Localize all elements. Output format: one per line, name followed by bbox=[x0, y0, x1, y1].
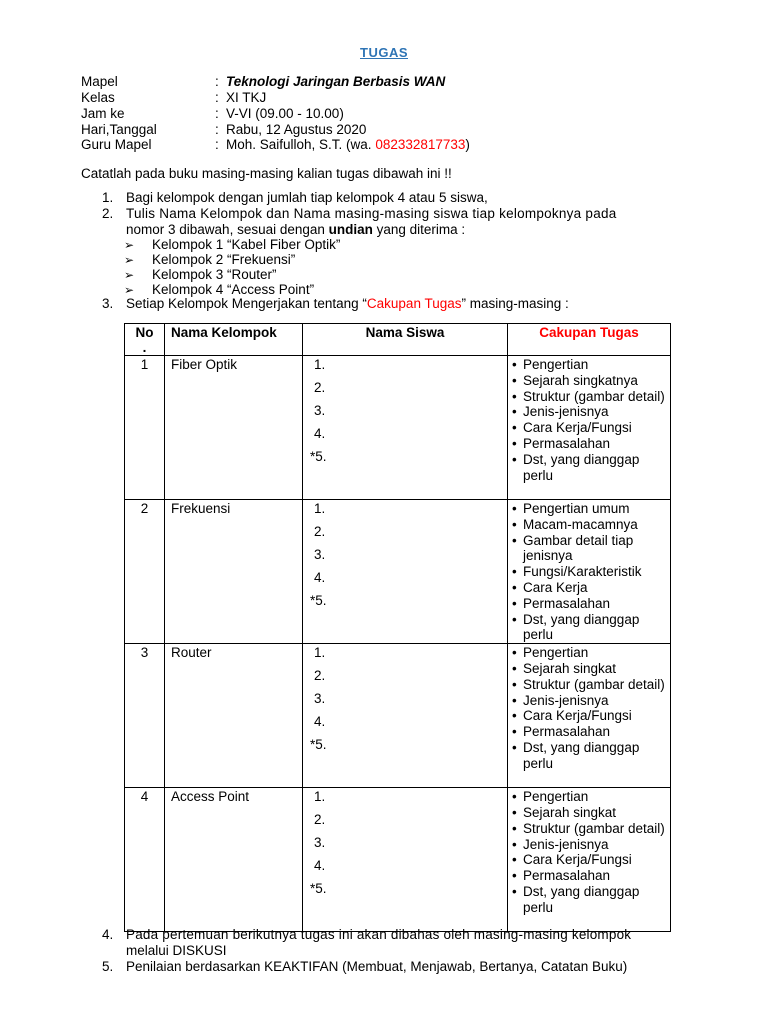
arrow-bullet-icon: ➢ bbox=[124, 283, 135, 297]
item-text-line2 bbox=[126, 222, 687, 238]
arrow-bullet-icon: ➢ bbox=[124, 268, 135, 282]
row-siswa bbox=[303, 644, 508, 788]
header-label: Mapel bbox=[81, 74, 118, 89]
row-siswa bbox=[303, 356, 508, 500]
cakupan-item: • Cara Kerja/Fungsi bbox=[512, 420, 666, 436]
siswa-slot: *5. bbox=[310, 593, 327, 608]
siswa-slot: 1. bbox=[314, 357, 326, 372]
task-item-1 bbox=[102, 190, 687, 206]
item-text-bold: undian bbox=[328, 222, 373, 237]
header-separator: : bbox=[215, 74, 219, 89]
header-value-jam: V-VI (09.00 - 10.00) bbox=[226, 106, 344, 121]
task-item-5 bbox=[102, 959, 687, 975]
arrow-bullet-icon: ➢ bbox=[124, 238, 135, 252]
row-group-name: Router bbox=[165, 644, 303, 788]
item-text-line1: Tulis Nama Kelompok dan Nama masing-masing siswa tiap kelompoknya pada bbox=[126, 206, 617, 221]
table-row bbox=[125, 500, 671, 644]
cakupan-item: • Dst, yang dianggap perlu bbox=[512, 612, 666, 644]
siswa-slot: 3. bbox=[314, 547, 326, 562]
header-value-tanggal: Rabu, 12 Agustus 2020 bbox=[226, 122, 367, 137]
siswa-slot: 1. bbox=[314, 501, 326, 516]
header-separator: : bbox=[215, 137, 219, 152]
cakupan-item: • Cara Kerja/Fungsi bbox=[512, 852, 666, 868]
item-number: 3. bbox=[102, 296, 114, 311]
item-number: 4. bbox=[102, 927, 114, 942]
arrow-bullet-icon: ➢ bbox=[124, 253, 135, 267]
header-no-dot: . bbox=[142, 340, 147, 355]
cakupan-item: • Dst, yang dianggap perlu bbox=[512, 884, 666, 916]
siswa-slot: 4. bbox=[314, 570, 326, 585]
guru-name: Moh. Saifulloh, S.T. (wa. bbox=[226, 137, 376, 152]
task-item-4 bbox=[102, 927, 687, 959]
table-row bbox=[125, 356, 671, 500]
header-label: Hari,Tanggal bbox=[81, 122, 157, 137]
row-cakupan bbox=[508, 500, 671, 644]
column-header-cakupan: Cakupan Tugas bbox=[508, 324, 671, 356]
column-header-nama-kelompok: Nama Kelompok bbox=[165, 324, 303, 356]
cakupan-list bbox=[508, 501, 666, 643]
column-header-no bbox=[125, 324, 165, 356]
cakupan-item: • Pengertian umum bbox=[512, 501, 666, 517]
header-value-guru bbox=[226, 137, 470, 153]
intro-text: Catatlah pada buku masing-masing kalian tugas dibawah ini !! bbox=[81, 166, 452, 181]
header-value-mapel: Teknologi Jaringan Berbasis WAN bbox=[226, 74, 446, 89]
item-number: 2. bbox=[102, 206, 114, 221]
item-text-post: ” masing-masing : bbox=[461, 296, 569, 311]
cakupan-item: • Struktur (gambar detail) bbox=[512, 821, 666, 837]
task-item-2 bbox=[102, 206, 687, 238]
item-text-post: yang diterima : bbox=[372, 222, 466, 237]
guru-phone: 082332817733 bbox=[375, 137, 466, 152]
siswa-slot: 1. bbox=[314, 789, 326, 805]
siswa-slot: 3. bbox=[314, 835, 326, 851]
header-label: Kelas bbox=[81, 90, 115, 105]
header-separator: : bbox=[215, 122, 219, 137]
cakupan-item: • Dst, yang dianggap perlu bbox=[512, 740, 666, 772]
column-header-nama-siswa: Nama Siswa bbox=[303, 324, 508, 356]
document-title: TUGAS bbox=[360, 45, 408, 60]
header-label: Guru Mapel bbox=[81, 137, 152, 152]
cakupan-list bbox=[508, 789, 666, 915]
table-header-row bbox=[125, 324, 671, 356]
cakupan-item: • Gambar detail tiap jenisnya bbox=[512, 533, 666, 565]
kelompok-label: Kelompok 2 “Frekuensi” bbox=[152, 252, 296, 267]
cakupan-item: • Pengertian bbox=[512, 357, 666, 373]
cakupan-item: • Jenis-jenisnya bbox=[512, 404, 666, 420]
cakupan-item: • Sejarah singkat bbox=[512, 805, 666, 821]
row-cakupan bbox=[508, 644, 671, 788]
siswa-slot: *5. bbox=[310, 737, 327, 753]
row-group-name: Frekuensi bbox=[165, 500, 303, 644]
siswa-slot: 1. bbox=[314, 645, 326, 661]
cakupan-item: • Pengertian bbox=[512, 789, 666, 805]
cakupan-item: • Fungsi/Karakteristik bbox=[512, 564, 666, 580]
cakupan-item: • Permasalahan bbox=[512, 596, 666, 612]
cakupan-item: • Jenis-jenisnya bbox=[512, 837, 666, 853]
header-label: Jam ke bbox=[81, 106, 125, 121]
kelompok-label: Kelompok 1 “Kabel Fiber Optik” bbox=[152, 237, 341, 252]
siswa-slot: 2. bbox=[314, 812, 326, 828]
row-cakupan bbox=[508, 788, 671, 932]
siswa-slot: 4. bbox=[314, 714, 326, 730]
siswa-slot: 3. bbox=[314, 403, 326, 418]
siswa-slot: 2. bbox=[314, 380, 326, 395]
header-no-text: No bbox=[135, 325, 154, 340]
table-row bbox=[125, 644, 671, 788]
siswa-slot: 3. bbox=[314, 691, 326, 707]
row-siswa bbox=[303, 788, 508, 932]
cakupan-item: • Cara Kerja bbox=[512, 580, 666, 596]
item-text-line1: Pada pertemuan berikutnya tugas ini akan dibahas oleh masing-masing kelompok bbox=[126, 927, 632, 942]
siswa-slot: *5. bbox=[310, 881, 327, 897]
row-no: 2 bbox=[125, 500, 165, 644]
header-separator: : bbox=[215, 90, 219, 105]
item-text-pre: Setiap Kelompok Mengerjakan tentang “ bbox=[126, 296, 367, 311]
siswa-slot: 4. bbox=[314, 858, 326, 874]
row-group-name: Fiber Optik bbox=[165, 356, 303, 500]
task-table bbox=[124, 323, 671, 932]
item-text: Bagi kelompok dengan jumlah tiap kelompok 4 atau 5 siswa, bbox=[126, 190, 488, 205]
kelompok-label: Kelompok 4 “Access Point” bbox=[152, 282, 315, 297]
header-value-kelas: XI TKJ bbox=[226, 90, 267, 105]
kelompok-label: Kelompok 3 “Router” bbox=[152, 267, 277, 282]
row-no: 1 bbox=[125, 356, 165, 500]
cakupan-item: • Struktur (gambar detail) bbox=[512, 389, 666, 405]
cakupan-item: • Struktur (gambar detail) bbox=[512, 677, 666, 693]
item-text-pre: nomor 3 dibawah, sesuai dengan bbox=[126, 222, 329, 237]
cakupan-item: • Jenis-jenisnya bbox=[512, 693, 666, 709]
row-group-name: Access Point bbox=[165, 788, 303, 932]
table-row bbox=[125, 788, 671, 932]
cakupan-item: • Pengertian bbox=[512, 645, 666, 661]
item-text-highlight: Cakupan Tugas bbox=[366, 296, 462, 311]
cakupan-item: • Sejarah singkat bbox=[512, 661, 666, 677]
cakupan-list bbox=[508, 645, 666, 771]
header-separator: : bbox=[215, 106, 219, 121]
item-text-line2: melalui DISKUSI bbox=[126, 943, 227, 958]
siswa-slot: 2. bbox=[314, 524, 326, 539]
item-number: 1. bbox=[102, 190, 114, 205]
cakupan-item: • Cara Kerja/Fungsi bbox=[512, 708, 666, 724]
cakupan-item: • Permasalahan bbox=[512, 868, 666, 884]
cakupan-list bbox=[508, 357, 666, 483]
item-text: Penilaian berdasarkan KEAKTIFAN (Membuat, Menjawab, Bertanya, Catatan Buku) bbox=[126, 959, 628, 974]
siswa-slot: 4. bbox=[314, 426, 326, 441]
item-text bbox=[126, 296, 687, 312]
cakupan-item: • Macam-macamnya bbox=[512, 517, 666, 533]
cakupan-item: • Permasalahan bbox=[512, 436, 666, 452]
siswa-slot: 2. bbox=[314, 668, 326, 684]
row-no: 3 bbox=[125, 644, 165, 788]
item-number: 5. bbox=[102, 959, 114, 974]
cakupan-item: • Sejarah singkatnya bbox=[512, 373, 666, 389]
row-siswa bbox=[303, 500, 508, 644]
cakupan-item: • Dst, yang dianggap perlu bbox=[512, 452, 666, 484]
cakupan-item: • Permasalahan bbox=[512, 724, 666, 740]
guru-suffix: ) bbox=[465, 137, 470, 152]
siswa-slot: *5. bbox=[310, 449, 327, 464]
task-item-3 bbox=[102, 296, 687, 312]
row-no: 4 bbox=[125, 788, 165, 932]
row-cakupan bbox=[508, 356, 671, 500]
